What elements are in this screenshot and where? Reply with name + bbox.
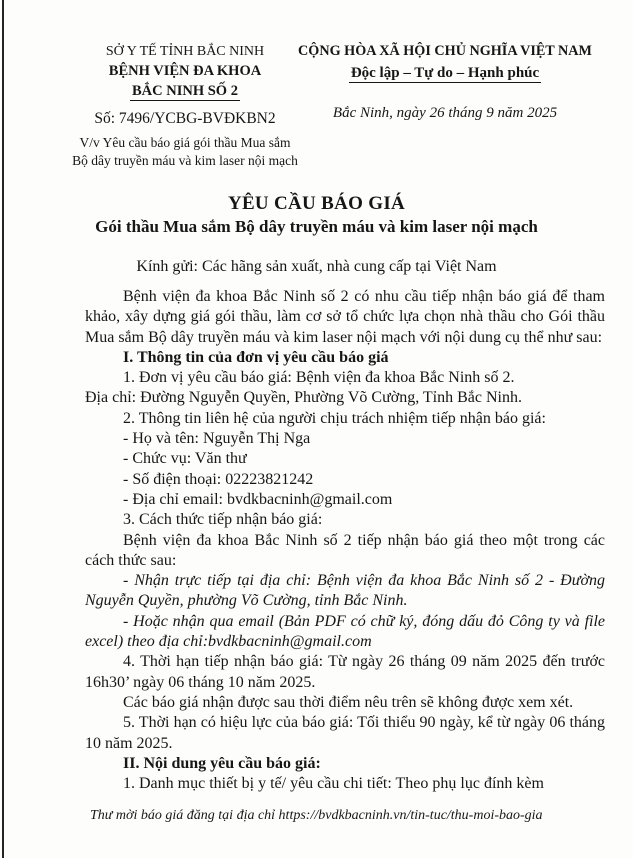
title-block xyxy=(0,192,633,277)
salutation-line: Kính gửi: Các hãng sản xuất, nhà cung cấp tại Việt Nam xyxy=(136,258,497,275)
contact-position-line: - Chức vụ: Văn thư xyxy=(123,450,247,468)
validity-paragraph: 5. Thời hạn có hiệu lực của báo giá: Tối thiểu 90 ngày, kể từ ngày 06 tháng 10 năm 2025. xyxy=(85,714,605,752)
contact-info-heading: 2. Thông tin liên hệ của người chịu trách nhiệm tiếp nhận báo giá: xyxy=(123,409,546,427)
reception-method-heading: 3. Cách thức tiếp nhận báo giá: xyxy=(123,511,323,529)
contact-email-line: - Địa chỉ email: bvdkbacninh@gmail.com xyxy=(123,490,393,508)
section-2-heading: II. Nội dung yêu cầu báo giá: xyxy=(123,754,321,772)
national-title: CỘNG HÒA XÃ HỘI CHỦ NGHĨA VIỆT NAM xyxy=(298,43,592,59)
place-date-line: Bắc Ninh, ngày 26 tháng 9 năm 2025 xyxy=(332,105,558,121)
contact-name-line: - Họ và tên: Nguyễn Thị Nga xyxy=(123,430,311,448)
scan-edge-line xyxy=(2,0,4,858)
footer-note: Thư mời báo giá đăng tại địa chỉ https://bvdkbacninh.vn/tin-tuc/thu-moi-bao-gia xyxy=(90,808,543,824)
address-line: Địa chỉ: Đường Nguyễn Quyền, Phường Võ Cường, Tỉnh Bắc Ninh. xyxy=(85,389,522,407)
section-1-heading: I. Thông tin của đơn vị yêu cầu báo giá xyxy=(123,348,389,366)
equipment-list-line: 1. Danh mục thiết bị y tế/ yêu cầu chi tiết: Theo phụ lục đính kèm xyxy=(123,775,544,793)
document-number: Số: 7496/YCBG-BVĐKBN2 xyxy=(94,110,276,127)
requesting-unit-line: 1. Đơn vị yêu cầu báo giá: Bệnh viện đa khoa Bắc Ninh số 2. xyxy=(123,369,515,387)
issuing-org-block xyxy=(72,42,298,170)
document-header xyxy=(0,0,633,170)
intro-paragraph: Bệnh viện đa khoa Bắc Ninh số 2 có nhu cầu tiếp nhận báo giá để tham khảo, xây dựng giá gói thầu, làm cơ sở tổ chức lựa chọn nhà thầu cho Gói thầu Mua sắm Bộ dây truyền máu và kim laser nội mạch với nội dung cụ thể như sau: xyxy=(85,288,605,346)
national-header-block xyxy=(285,42,605,170)
parent-org-name: SỞ Y TẾ TỈNH BẮC NINH xyxy=(105,44,265,59)
subject-line2: Bộ dây truyền máu và kim laser nội mạch xyxy=(72,153,298,168)
document-body xyxy=(0,287,633,794)
national-motto xyxy=(285,63,605,84)
org-name-line2 xyxy=(85,81,285,101)
contact-phone-line: - Số điện thoại: 02223821242 xyxy=(123,470,314,488)
subject-line1: V/v Yêu cầu báo giá gói thầu Mua sắm xyxy=(79,135,291,150)
document-title: YÊU CẦU BÁO GIÁ xyxy=(227,193,406,214)
reception-direct-paragraph: - Nhận trực tiếp tại địa chỉ: Bệnh viện đa khoa Bắc Ninh số 2 - Đường Nguyễn Quyền, phường Võ Cường, tỉnh Bắc Ninh. xyxy=(85,572,605,610)
late-quote-note: Các báo giá nhận được sau thời điểm nêu trên sẽ không được xem xét. xyxy=(123,693,574,711)
national-motto-text: Độc lập – Tự do – Hạnh phúc xyxy=(350,65,540,81)
org-name-line2-text: BẮC NINH SỐ 2 xyxy=(132,83,238,99)
org-name-line1: BỆNH VIỆN ĐA KHOA xyxy=(108,63,262,79)
document-subtitle: Gói thầu Mua sắm Bộ dây truyền máu và kim laser nội mạch xyxy=(95,217,538,236)
reception-email-paragraph: - Hoặc nhận qua email (Bản PDF có chữ ký, đóng dấu đỏ Công ty và file excel) theo địa chỉ:bvdkbacninh@gmail.com xyxy=(85,612,605,651)
reception-intro-paragraph: Bệnh viện đa khoa Bắc Ninh số 2 tiếp nhận báo giá theo một trong các cách thức sau: xyxy=(85,531,605,569)
deadline-paragraph: 4. Thời hạn tiếp nhận báo giá: Từ ngày 26 tháng 09 năm 2025 đến trước 16h30’ ngày 06 tháng 10 năm 2025. xyxy=(85,653,605,691)
